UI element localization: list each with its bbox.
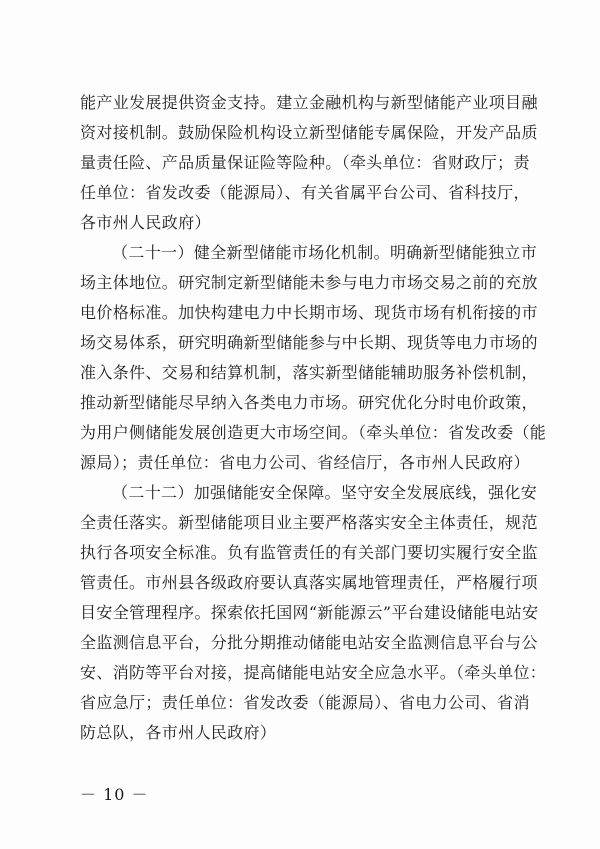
text-line: 源局）；责任单位：省电力公司、省经信厅，各市州人民政府） <box>80 453 530 472</box>
text-line: 推动新型储能尽早纳入各类电力市场。研究优化分时电价政策， <box>80 393 538 412</box>
text-line: 全责任落实。新型储能项目业主要严格落实安全主体责任，规范 <box>80 513 538 532</box>
text-line: 场主体地位。研究制定新型储能未参与电力市场交易之前的充放 <box>80 273 538 292</box>
text-line: 各市州人民政府） <box>80 213 211 232</box>
text-line: （二十二）加强储能安全保障。坚守安全发展底线，强化安 <box>112 483 538 502</box>
text-line: 电价格标准。加快构建电力中长期市场、现货市场有机衔接的市 <box>80 303 538 322</box>
text-line: 能产业发展提供资金支持。建立金融机构与新型储能产业项目融 <box>80 93 538 112</box>
text-line: 准入条件、交易和结算机制，落实新型储能辅助服务补偿机制， <box>80 363 538 382</box>
text-line: 防总队，各市州人民政府） <box>80 723 277 742</box>
text-line: 管责任。市州县各级政府要认真落实属地管理责任，严格履行项 <box>80 573 538 592</box>
document-body <box>80 88 547 748</box>
text-line: 场交易体系，研究明确新型储能参与中长期、现货等电力市场的 <box>80 333 538 352</box>
text-line: 省应急厅；责任单位：省发改委（能源局）、省电力公司、省消 <box>80 693 530 712</box>
text-line: 安、消防等平台对接，提高储能电站安全应急水平。（牵头单位： <box>80 663 547 682</box>
text-line: 量责任险、产品质量保证险等险种。（牵头单位：省财政厅；责 <box>80 153 530 172</box>
text-line: 为用户侧储能发展创造更大市场空间。（牵头单位：省发改委（能 <box>80 423 547 442</box>
text-line: 资对接机制。鼓励保险机构设立新型储能专属保险，开发产品质 <box>80 123 538 142</box>
text-line: 全监测信息平台，分批分期推动储能电站安全监测信息平台与公 <box>80 633 538 652</box>
paragraph-funding <box>80 88 538 238</box>
text-line: 执行各项安全标准。负有监管责任的有关部门要切实履行安全监 <box>80 543 538 562</box>
text-line: 目安全管理程序。探索依托国网“新能源云”平台建设储能电站安 <box>80 603 539 622</box>
text-line: 任单位：省发改委（能源局）、有关省属平台公司、省科技厅， <box>80 183 530 202</box>
paragraph-22-safety <box>80 478 547 748</box>
text-line: （二十一）健全新型储能市场化机制。明确新型储能独立市 <box>112 243 538 262</box>
page-number: － 10 － <box>80 785 149 804</box>
paragraph-21-market-mechanism <box>80 238 547 478</box>
